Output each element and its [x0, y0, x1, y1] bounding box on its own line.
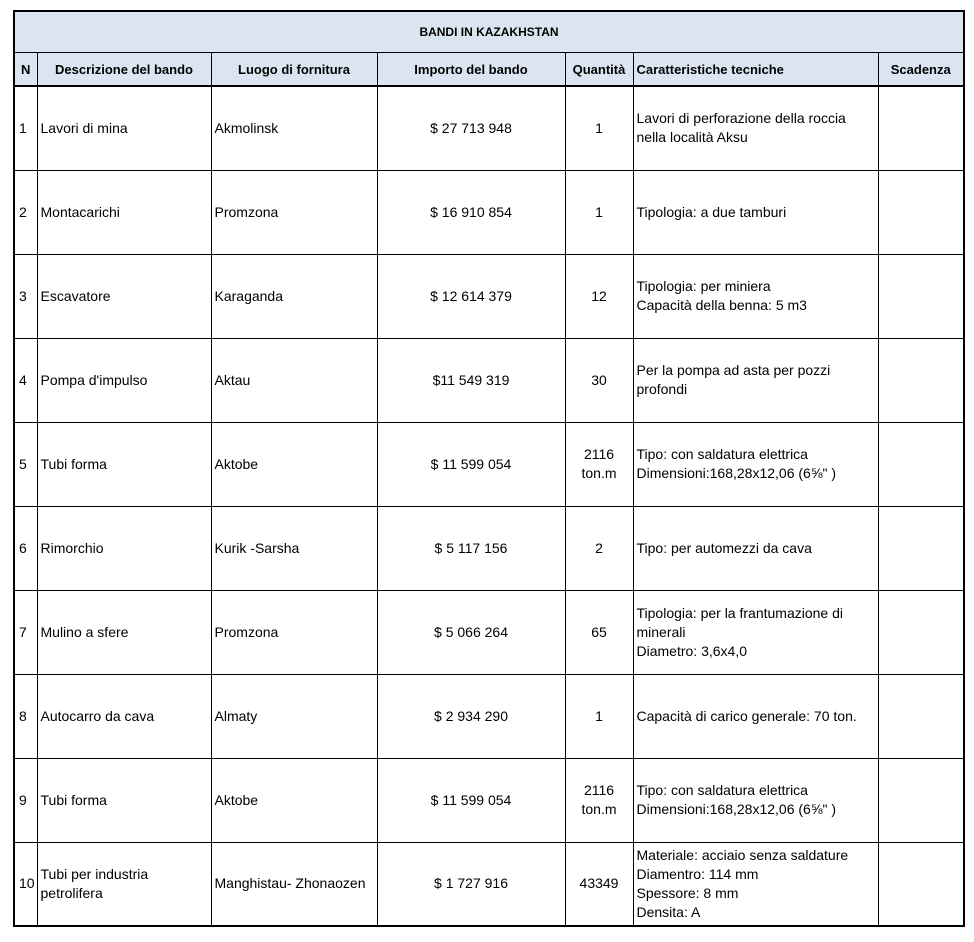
- row-number: 5: [14, 422, 37, 506]
- row-quantity: [565, 842, 633, 926]
- row-description: Montacarichi: [37, 170, 211, 254]
- row-amount: $ 1 727 916: [377, 842, 565, 926]
- table-row: [14, 506, 964, 590]
- row-technical: [633, 338, 878, 422]
- table-title: BANDI IN KAZAKHSTAN: [14, 11, 964, 53]
- technical-line: minerali: [636, 623, 686, 640]
- technical-line: Dimensioni:168,28x12,06 (6⅝" ): [636, 801, 837, 817]
- row-description: Escavatore: [37, 254, 211, 338]
- quantity-line: 1: [595, 707, 603, 724]
- header-description: Descrizione del bando: [37, 53, 211, 87]
- technical-line: Spessore: 8 mm: [636, 884, 739, 901]
- table-row: [14, 170, 964, 254]
- row-deadline: [878, 674, 964, 758]
- table-row: [14, 86, 964, 170]
- row-number: 2: [14, 170, 37, 254]
- row-technical: [633, 254, 878, 338]
- row-description: Mulino a sfere: [37, 590, 211, 674]
- row-place: Karaganda: [211, 254, 377, 338]
- row-quantity: [565, 590, 633, 674]
- row-description: Rimorchio: [37, 506, 211, 590]
- header-deadline: Scadenza: [878, 53, 964, 87]
- header-row: [14, 53, 964, 87]
- row-quantity: [565, 422, 633, 506]
- row-quantity: [565, 506, 633, 590]
- technical-line: Tipo: con saldatura elettrica: [636, 446, 808, 462]
- row-description: Autocarro da cava: [37, 674, 211, 758]
- row-amount: $ 5 066 264: [377, 590, 565, 674]
- quantity-line: ton.m: [581, 465, 617, 481]
- row-amount: $ 11 599 054: [377, 758, 565, 842]
- quantity-line: 2116: [583, 446, 615, 462]
- title-row: [14, 11, 964, 53]
- table-row: [14, 674, 964, 758]
- row-place: Aktobe: [211, 422, 377, 506]
- row-technical: [633, 842, 878, 926]
- row-technical: [633, 590, 878, 674]
- quantity-line: 1: [595, 119, 603, 136]
- row-technical: [633, 674, 878, 758]
- row-technical: [633, 170, 878, 254]
- quantity-line: 43349: [579, 875, 619, 892]
- technical-line: Per la pompa ad asta per pozzi: [636, 362, 831, 378]
- row-number: 7: [14, 590, 37, 674]
- technical-line: Dimensioni:168,28x12,06 (6⅝" ): [636, 465, 837, 481]
- table-row: [14, 842, 964, 926]
- technical-line: Capacità della benna: 5 m3: [636, 297, 807, 313]
- row-deadline: [878, 338, 964, 422]
- quantity-line: 2116: [583, 782, 615, 798]
- row-quantity: [565, 86, 633, 170]
- row-description: Tubi forma: [37, 758, 211, 842]
- row-number: 6: [14, 506, 37, 590]
- row-deadline: [878, 842, 964, 926]
- table-row: [14, 338, 964, 422]
- technical-line: Tipo: per automezzi da cava: [636, 539, 812, 556]
- table-body: [14, 86, 964, 926]
- technical-line: Materiale: acciaio senza saldature: [636, 846, 849, 863]
- row-amount: $ 16 910 854: [377, 170, 565, 254]
- header-technical: Caratteristiche tecniche: [633, 53, 878, 87]
- row-technical: [633, 422, 878, 506]
- technical-line: nella località Aksu: [636, 129, 748, 146]
- quantity-line: 2: [595, 539, 603, 556]
- header-place: Luogo di fornitura: [211, 53, 377, 87]
- row-deadline: [878, 758, 964, 842]
- row-place: Akmolinsk: [211, 86, 377, 170]
- row-description: Pompa d'impulso: [37, 338, 211, 422]
- row-technical: [633, 506, 878, 590]
- technical-line: Diametro: 3,6x4,0: [636, 642, 747, 659]
- row-quantity: [565, 170, 633, 254]
- row-description: Lavori di mina: [37, 86, 211, 170]
- row-deadline: [878, 506, 964, 590]
- technical-line: Tipologia: per la frantumazione di: [636, 604, 843, 621]
- table-row: [14, 254, 964, 338]
- row-amount: $ 27 713 948: [377, 86, 565, 170]
- row-place: Promzona: [211, 590, 377, 674]
- technical-line: Lavori di perforazione della roccia: [636, 110, 846, 127]
- row-description: Tubi per industria petrolifera: [37, 842, 211, 926]
- row-deadline: [878, 422, 964, 506]
- row-amount: $ 11 599 054: [377, 422, 565, 506]
- row-number: 4: [14, 338, 37, 422]
- row-technical: [633, 758, 878, 842]
- table-row: [14, 758, 964, 842]
- row-place: Kurik -Sarsha: [211, 506, 377, 590]
- technical-line: profondi: [636, 381, 688, 397]
- row-place: Manghistau- Zhonaozen: [211, 842, 377, 926]
- row-description: Tubi forma: [37, 422, 211, 506]
- technical-line: Tipologia: a due tamburi: [636, 203, 787, 220]
- row-deadline: [878, 254, 964, 338]
- row-place: Promzona: [211, 170, 377, 254]
- row-amount: $11 549 319: [377, 338, 565, 422]
- quantity-line: ton.m: [581, 801, 617, 817]
- quantity-line: 30: [591, 371, 607, 388]
- row-number: 8: [14, 674, 37, 758]
- technical-line: Diamentro: 114 mm: [636, 865, 759, 882]
- row-number: 10: [14, 842, 37, 926]
- row-deadline: [878, 170, 964, 254]
- row-technical: [633, 86, 878, 170]
- row-place: Almaty: [211, 674, 377, 758]
- table-row: [14, 590, 964, 674]
- row-amount: $ 2 934 290: [377, 674, 565, 758]
- row-deadline: [878, 86, 964, 170]
- quantity-line: 65: [591, 623, 607, 640]
- technical-line: Densita: A: [636, 903, 701, 920]
- row-number: 3: [14, 254, 37, 338]
- row-place: Aktau: [211, 338, 377, 422]
- row-quantity: [565, 254, 633, 338]
- technical-line: Capacità di carico generale: 70 ton.: [636, 707, 857, 724]
- tenders-table: [13, 10, 965, 927]
- row-quantity: [565, 674, 633, 758]
- row-quantity: [565, 338, 633, 422]
- row-amount: $ 12 614 379: [377, 254, 565, 338]
- technical-line: Tipologia: per miniera: [636, 278, 771, 294]
- technical-line: Tipo: con saldatura elettrica: [636, 782, 808, 798]
- row-place: Aktobe: [211, 758, 377, 842]
- row-number: 9: [14, 758, 37, 842]
- row-amount: $ 5 117 156: [377, 506, 565, 590]
- row-quantity: [565, 758, 633, 842]
- table-row: [14, 422, 964, 506]
- row-number: 1: [14, 86, 37, 170]
- header-amount: Importo del bando: [377, 53, 565, 87]
- header-n: N: [14, 53, 37, 87]
- header-quantity: Quantità: [565, 53, 633, 87]
- quantity-line: 12: [591, 287, 607, 304]
- quantity-line: 1: [595, 203, 603, 220]
- row-deadline: [878, 590, 964, 674]
